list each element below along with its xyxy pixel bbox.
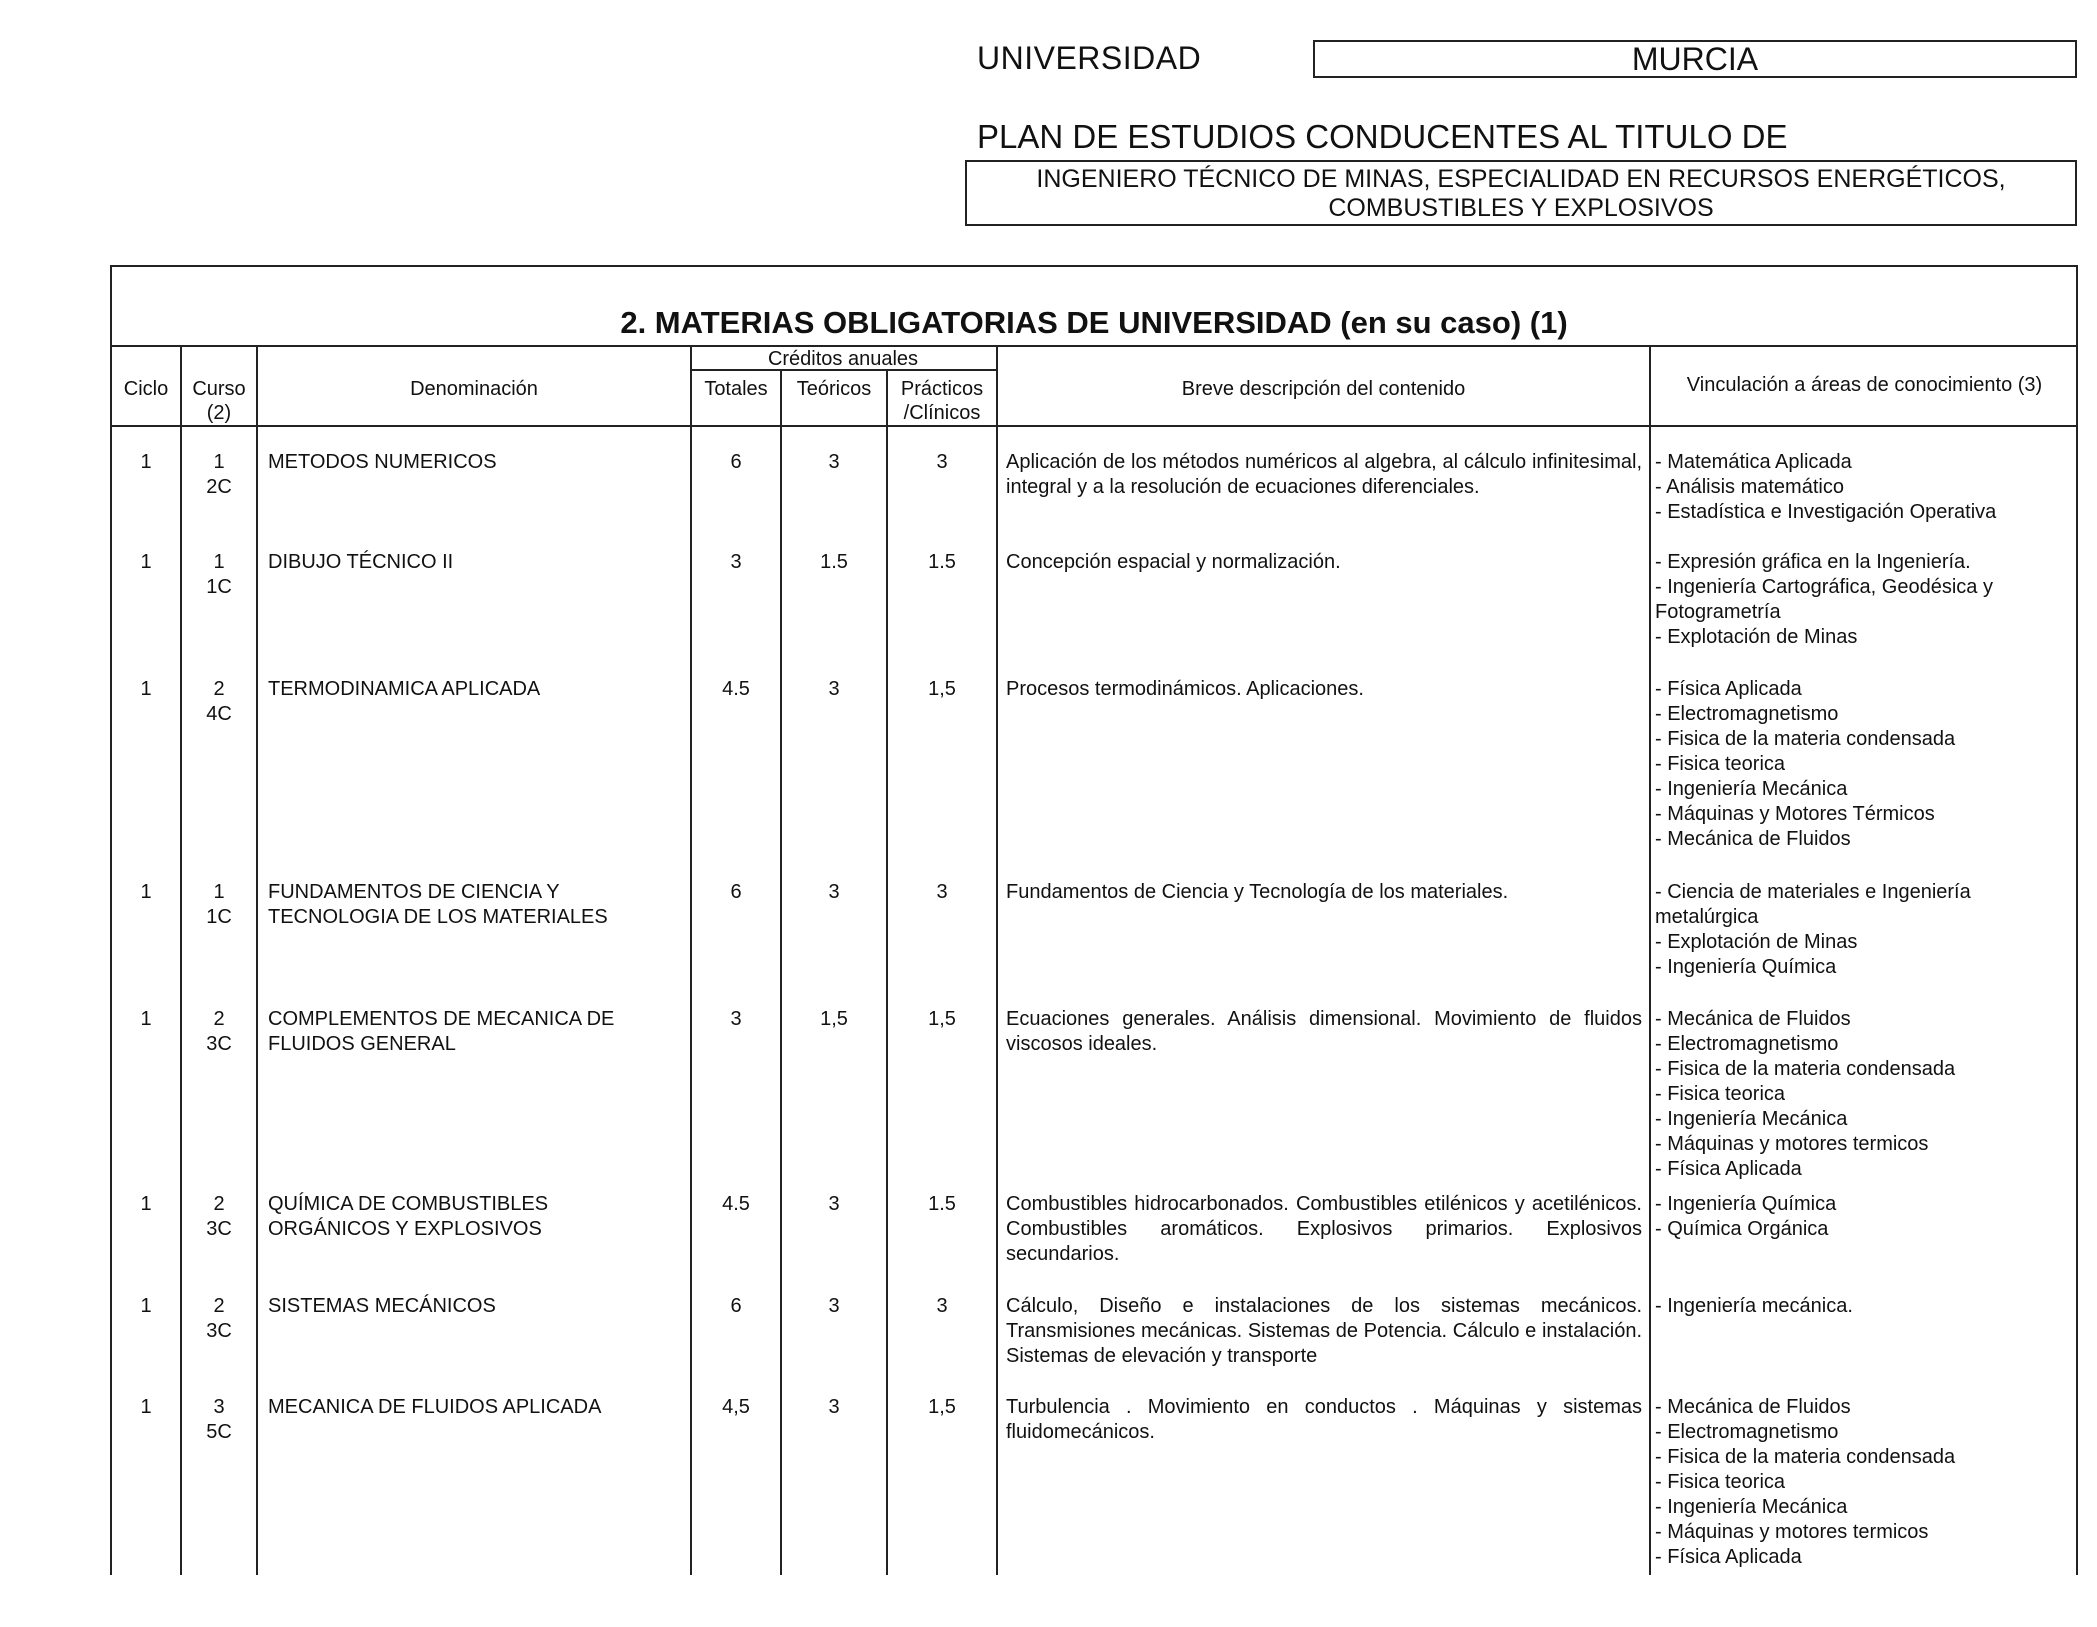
row-curso-line: 3C — [206, 1218, 232, 1240]
row-totales: 3 — [730, 1008, 742, 1030]
row-ciclo: 1 — [140, 1008, 152, 1030]
row-totales: 3 — [730, 551, 742, 573]
row-teoricos: 3 — [828, 881, 840, 903]
row-teoricos: 3 — [828, 1396, 840, 1418]
row-curso-line: 3C — [206, 1320, 232, 1342]
row-area-item: - Fisica de la materia condensada — [1655, 1446, 1956, 1468]
row-denominacion-line: TERMODINAMICA APLICADA — [268, 678, 541, 700]
row-curso-line: 2 — [213, 1193, 225, 1215]
row-curso-line: 5C — [206, 1421, 232, 1443]
row-practicos: 1.5 — [928, 551, 956, 573]
row-descripcion: Procesos termodinámicos. Aplicaciones. — [1006, 678, 1364, 700]
row-area-item: - Ingeniería Mecánica — [1655, 1496, 1848, 1518]
row-practicos: 1,5 — [928, 1008, 956, 1030]
header-ciclo: Ciclo — [123, 378, 169, 400]
row-vinculacion — [1655, 450, 2075, 525]
row-curso-line: 2 — [213, 678, 225, 700]
row-denominacion-line: ORGÁNICOS Y EXPLOSIVOS — [268, 1218, 542, 1240]
header-descripcion: Breve descripción del contenido — [1181, 378, 1466, 400]
row-denominacion — [268, 1007, 688, 1057]
row-area-item: - Mecánica de Fluidos — [1655, 1008, 1851, 1030]
row-denominacion — [268, 450, 688, 475]
row-area-item: - Física Aplicada — [1655, 678, 1802, 700]
col-rule-curso — [256, 345, 258, 1575]
header-totales: Totales — [704, 378, 768, 400]
row-denominacion — [268, 677, 688, 702]
row-practicos: 3 — [936, 1295, 948, 1317]
row-descripcion: Ecuaciones generales. Análisis dimensional. Movimiento de fluidos viscosos ideales. — [1006, 1008, 1642, 1055]
row-denominacion — [268, 1294, 688, 1319]
row-area-item: - Fisica de la materia condensada — [1655, 728, 1956, 750]
row-curso-line: 1C — [206, 906, 232, 928]
row-ciclo: 1 — [140, 1396, 152, 1418]
row-curso — [182, 1395, 256, 1445]
header-teoricos: Teóricos — [796, 378, 872, 400]
row-area-item: - Fisica teorica — [1655, 1083, 1786, 1105]
row-area-item: metalúrgica — [1655, 906, 1759, 928]
subjects-table — [110, 265, 2078, 1575]
row-area-item: - Fisica de la materia condensada — [1655, 1058, 1956, 1080]
row-area-item: - Electromagnetismo — [1655, 1421, 1839, 1443]
row-practicos: 1.5 — [928, 1193, 956, 1215]
row-totales: 4.5 — [722, 678, 750, 700]
row-area-item: - Electromagnetismo — [1655, 1033, 1839, 1055]
row-denominacion-line: METODOS NUMERICOS — [268, 451, 497, 473]
row-descripcion: Concepción espacial y normalización. — [1006, 551, 1341, 573]
universidad-label: UNIVERSIDAD — [977, 40, 1202, 76]
row-area-item: - Ingeniería Química — [1655, 956, 1837, 978]
row-area-item: - Ciencia de materiales e Ingeniería — [1655, 881, 1971, 903]
row-curso — [182, 677, 256, 727]
row-area-item: - Máquinas y Motores Térmicos — [1655, 803, 1935, 825]
row-practicos: 3 — [936, 451, 948, 473]
row-ciclo: 1 — [140, 881, 152, 903]
row-descripcion: Aplicación de los métodos numéricos al algebra, al cálculo infinitesimal, integral y a la resolución de ecuaciones diferenciales. — [1006, 451, 1642, 498]
universidad-value-box: MURCIA — [1313, 40, 2077, 78]
row-curso-line: 1 — [213, 451, 225, 473]
row-teoricos: 1.5 — [820, 551, 848, 573]
row-vinculacion — [1655, 677, 2075, 852]
row-vinculacion — [1655, 1395, 2075, 1570]
row-curso-line: 1 — [213, 881, 225, 903]
row-curso-line: 2 — [213, 1295, 225, 1317]
header-curso: Curso (2) — [192, 378, 246, 424]
row-totales: 6 — [730, 451, 742, 473]
row-vinculacion — [1655, 1007, 2075, 1182]
row-totales: 6 — [730, 1295, 742, 1317]
row-area-item: - Electromagnetismo — [1655, 703, 1839, 725]
row-curso — [182, 880, 256, 930]
row-ciclo: 1 — [140, 678, 152, 700]
header-bottom-rule — [112, 425, 2076, 427]
row-area-item: - Física Aplicada — [1655, 1546, 1802, 1568]
header-practicos: Prácticos /Clínicos — [900, 378, 984, 424]
row-area-item: - Fisica teorica — [1655, 1471, 1786, 1493]
col-rule-denominacion — [690, 345, 692, 1575]
row-curso — [182, 1192, 256, 1242]
row-vinculacion — [1655, 880, 2075, 980]
row-curso — [182, 450, 256, 500]
row-curso — [182, 1294, 256, 1344]
row-denominacion-line: TECNOLOGIA DE LOS MATERIALES — [268, 906, 608, 928]
row-ciclo: 1 — [140, 451, 152, 473]
row-ciclo: 1 — [140, 1193, 152, 1215]
row-area-item: - Ingeniería Mecánica — [1655, 778, 1848, 800]
row-curso-line: 3C — [206, 1033, 232, 1055]
header-denominacion: Denominación — [410, 378, 538, 400]
row-teoricos: 3 — [828, 678, 840, 700]
row-vinculacion — [1655, 1192, 2075, 1242]
row-denominacion-line: SISTEMAS MECÁNICOS — [268, 1295, 496, 1317]
section-title: 2. MATERIAS OBLIGATORIAS DE UNIVERSIDAD (en su caso) (1) — [620, 305, 1568, 340]
row-practicos: 1,5 — [928, 1396, 956, 1418]
row-curso-line: 2 — [213, 1008, 225, 1030]
row-curso — [182, 1007, 256, 1057]
row-denominacion-line: MECANICA DE FLUIDOS APLICADA — [268, 1396, 602, 1418]
row-curso-line: 1C — [206, 576, 232, 598]
header-creditos-anuales: Créditos anuales — [767, 348, 919, 370]
row-area-item: - Máquinas y motores termicos — [1655, 1133, 1929, 1155]
row-denominacion — [268, 1395, 688, 1420]
row-denominacion-line: FUNDAMENTOS DE CIENCIA Y — [268, 881, 560, 903]
col-rule-ciclo — [180, 345, 182, 1575]
row-curso — [182, 550, 256, 600]
row-descripcion: Fundamentos de Ciencia y Tecnología de los materiales. — [1006, 881, 1509, 903]
row-curso-line: 3 — [213, 1396, 225, 1418]
col-rule-practicos — [996, 345, 998, 1575]
row-curso-line: 1 — [213, 551, 225, 573]
row-teoricos: 1,5 — [820, 1008, 848, 1030]
row-descripcion: Cálculo, Diseño e instalaciones de los sistemas mecánicos. Transmisiones mecánicas. Sistemas de Potencia. Cálculo e instalación. Sistemas de elevación y transporte — [1006, 1295, 1642, 1367]
row-area-item: - Ingeniería Cartográfica, Geodésica y — [1655, 576, 1993, 598]
plan-estudios-label: PLAN DE ESTUDIOS CONDUCENTES AL TITULO DE — [977, 118, 1788, 155]
row-area-item: - Física Aplicada — [1655, 1158, 1802, 1180]
row-totales: 4.5 — [722, 1193, 750, 1215]
col-rule-descripcion — [1649, 345, 1651, 1575]
row-descripcion: Turbulencia . Movimiento en conductos . Máquinas y sistemas fluidomecánicos. — [1006, 1396, 1642, 1443]
row-denominacion — [268, 1192, 688, 1242]
row-descripcion: Combustibles hidrocarbonados. Combustibles etilénicos y acetilénicos. Combustibles aromáticos. Explosivos primarios. Explosivos secundarios. — [1006, 1193, 1642, 1265]
row-area-item: - Máquinas y motores termicos — [1655, 1521, 1929, 1543]
row-denominacion-line: FLUIDOS GENERAL — [268, 1033, 456, 1055]
row-denominacion — [268, 550, 688, 575]
row-area-item: - Química Orgánica — [1655, 1218, 1829, 1240]
row-area-item: - Análisis matemático — [1655, 476, 1844, 498]
row-totales: 4,5 — [722, 1396, 750, 1418]
row-area-item: - Ingeniería Química — [1655, 1193, 1837, 1215]
row-teoricos: 3 — [828, 451, 840, 473]
row-area-item: - Expresión gráfica en la Ingeniería. — [1655, 551, 1971, 573]
row-totales: 6 — [730, 881, 742, 903]
table-top-rule — [112, 345, 2076, 347]
row-area-item: - Explotación de Minas — [1655, 626, 1858, 648]
row-area-item: - Mecánica de Fluidos — [1655, 828, 1851, 850]
row-vinculacion — [1655, 1294, 2075, 1319]
row-denominacion-line: QUÍMICA DE COMBUSTIBLES — [268, 1193, 549, 1215]
row-area-item: - Estadística e Investigación Operativa — [1655, 501, 1997, 523]
row-area-item: - Explotación de Minas — [1655, 931, 1858, 953]
degree-title-box — [965, 160, 2077, 226]
header-vinculacion: Vinculación a áreas de conocimiento (3) — [1686, 374, 2043, 396]
row-practicos: 1,5 — [928, 678, 956, 700]
degree-title-line-2: COMBUSTIBLES Y EXPLOSIVOS — [1328, 194, 1714, 222]
row-curso-line: 2C — [206, 476, 232, 498]
row-teoricos: 3 — [828, 1295, 840, 1317]
row-area-item: - Fisica teorica — [1655, 753, 1786, 775]
row-curso-line: 4C — [206, 703, 232, 725]
row-practicos: 3 — [936, 881, 948, 903]
row-area-item: - Mecánica de Fluidos — [1655, 1396, 1851, 1418]
row-vinculacion — [1655, 550, 2075, 650]
row-teoricos: 3 — [828, 1193, 840, 1215]
row-area-item: Fotogrametría — [1655, 601, 1781, 623]
row-denominacion-line: COMPLEMENTOS DE MECANICA DE — [268, 1008, 615, 1030]
row-area-item: - Matemática Aplicada — [1655, 451, 1852, 473]
row-denominacion-line: DIBUJO TÉCNICO II — [268, 551, 454, 573]
row-area-item: - Ingeniería mecánica. — [1655, 1295, 1853, 1317]
row-denominacion — [268, 880, 688, 930]
degree-title-line-1: INGENIERO TÉCNICO DE MINAS, ESPECIALIDAD EN RECURSOS ENERGÉTICOS, — [1036, 165, 2006, 193]
row-ciclo: 1 — [140, 551, 152, 573]
row-area-item: - Ingeniería Mecánica — [1655, 1108, 1848, 1130]
row-ciclo: 1 — [140, 1295, 152, 1317]
